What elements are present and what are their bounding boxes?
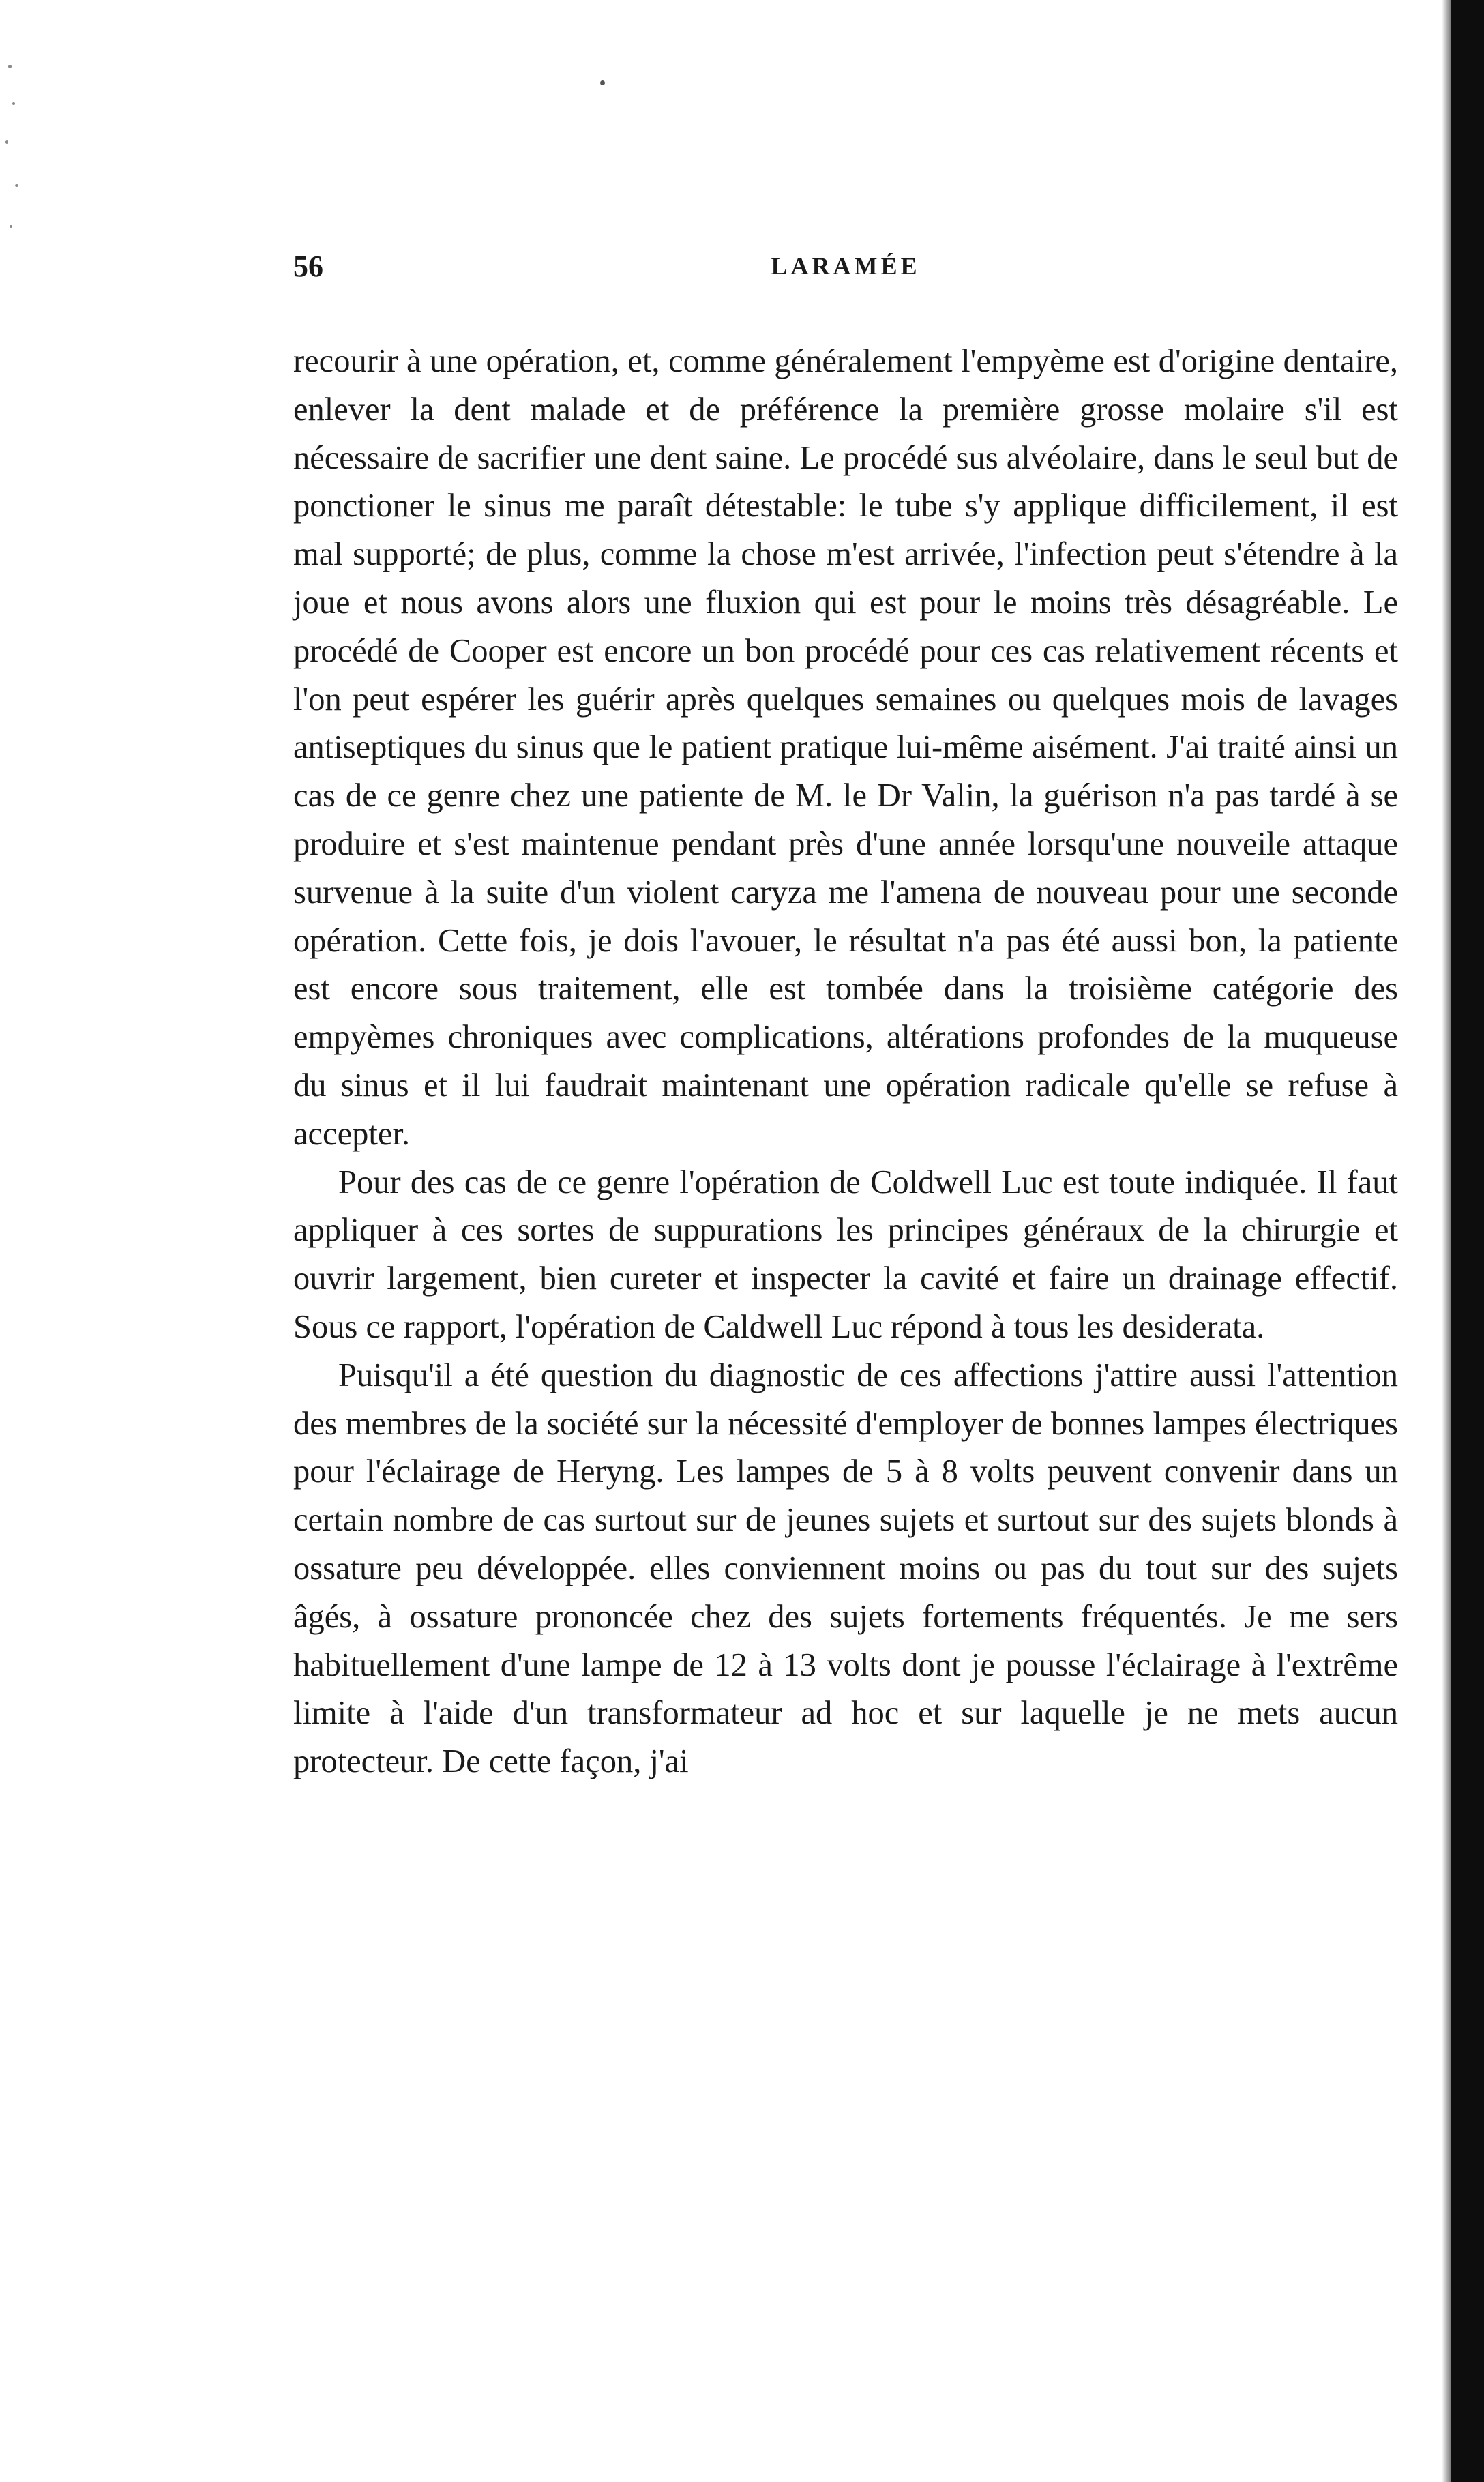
scan-edge-shadow — [1442, 0, 1451, 2482]
running-head: LARAMÉE — [771, 252, 921, 280]
scan-speckle — [15, 184, 18, 187]
paragraph: recourir à une opération, et, comme généralement l'empyème est d'origine dentaire, enlever la dent malade et de préférence la première grosse molaire s'il est nécessaire de sacrifier une dent saine. Le procédé sus alvéolaire, dans le seul but de ponctioner le sinus me paraît détestable: le tube s'y applique difficilement, il est mal supporté; de plus, comme la chose m'est arrivée, l'infection peut s'étendre à la joue et nous avons alors une fluxion qui est pour le moins très désagréable. Le procédé de Cooper est encore un bon procédé pour ces cas relativement récents et l'on peut espérer les guérir après quelques semaines ou quelques mois de lavages antiseptiques du sinus que le patient pratique lui-même aisément. J'ai traité ainsi un cas de ce genre chez une patiente de M. le Dr Valin, la guérison n'a pas tardé à se produire et s'est maintenue pendant près d'une année lorsqu'une nouveile attaque survenue à la suite d'un violent caryza me l'amena de nouveau pour une seconde opération. Cette fois, je dois l'avouer, le résultat n'a pas été aussi bon, la patiente est encore sous traitement, elle est tombée dans la troisième catégorie des empyèmes chroniques avec complications, altérations profondes de la muqueuse du sinus et il lui faudrait maintenant une opération radicale qu'elle se refuse à accepter. — [293, 343, 1398, 1152]
scan-speckle — [5, 140, 8, 144]
paragraph: Puisqu'il a été question du diagnostic de ces affections j'attire aussi l'attention des membres de la société sur la nécessité d'employer de bonnes lampes électriques pour l'éclairage de Heryng. Les lampes de 5 à 8 volts peuvent convenir dans un certain nombre de cas surtout sur de jeunes sujets et surtout sur des sujets blonds à ossature peu développée. elles conviennent moins ou pas du tout sur des sujets âgés, à ossature prononcée chez des sujets fortements fréquentés. Je me sers habituellement d'une lampe de 12 à 13 volts dont je pousse l'éclairage à l'extrême limite à l'aide d'un transformateur ad hoc et sur laquelle je ne mets aucun protecteur. De cette façon, j'ai — [293, 1357, 1398, 1780]
body-text — [293, 338, 1398, 1786]
scan-speckle — [10, 225, 12, 228]
page-number: 56 — [293, 250, 323, 283]
scan-speckle — [8, 65, 12, 68]
scan-edge-border — [1451, 0, 1484, 2482]
scan-speckle — [600, 80, 605, 85]
page-header — [293, 249, 1398, 290]
scan-speckle — [12, 102, 15, 105]
paragraph: Pour des cas de ce genre l'opération de Coldwell Luc est toute indiquée. Il faut appliquer à ces sortes de suppurations les principes généraux de la chirurgie et ouvrir largement, bien cureter et inspecter la cavité et faire un drainage effectif. Sous ce rapport, l'opération de Caldwell Luc répond à tous les desiderata. — [293, 1164, 1398, 1345]
